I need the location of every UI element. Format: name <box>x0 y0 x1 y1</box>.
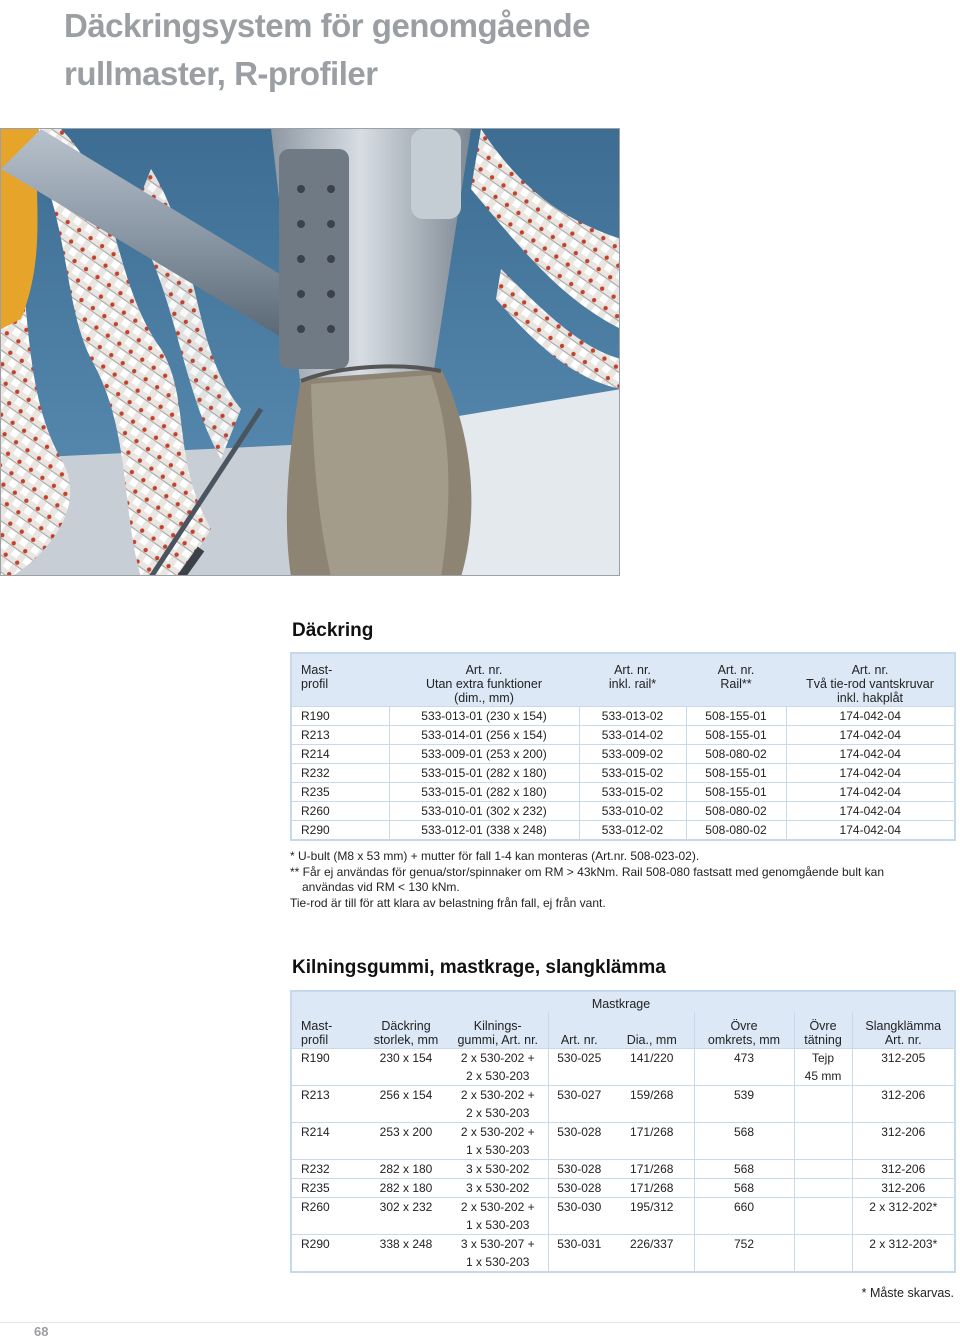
table-cell: 533-015-02 <box>579 782 686 801</box>
note-rm: användas vid RM < 130 kNm. <box>302 880 460 894</box>
table-row <box>292 820 954 839</box>
table-cell: 530-025 <box>548 1048 610 1067</box>
table-cell: 195/312 <box>610 1197 694 1216</box>
table-cell: 174-042-04 <box>786 725 954 744</box>
table-cell <box>852 1253 954 1271</box>
table-cell: 174-042-04 <box>786 820 954 839</box>
table-cell: 2 x 530-203 <box>466 1105 530 1120</box>
table-cell <box>852 1216 954 1235</box>
table-cell: 533-013-01 (230 x 154) <box>389 706 579 725</box>
table-cell: 533-015-01 (282 x 180) <box>389 782 579 801</box>
footnote-skarvas: * Måste skarvas. <box>861 1286 954 1300</box>
table-cell: 2 x 312-203* <box>852 1234 954 1253</box>
header-tie-rod: Art. nr. Två tie-rod vantskruvar inkl. hakplåt <box>786 654 954 706</box>
table-cell: 530-028 <box>548 1178 610 1197</box>
table-cell: 1 x 530-203 <box>466 1217 530 1232</box>
table-cell: R235 <box>292 1178 364 1197</box>
table-cell: R214 <box>292 1122 364 1141</box>
table-row <box>292 763 954 782</box>
table-cell: 533-010-02 <box>579 801 686 820</box>
table-cell: 312-206 <box>852 1178 954 1197</box>
header-utan-extra: Art. nr. Utan extra funktioner (dim., mm) <box>389 654 579 706</box>
table-cell: 159/268 <box>610 1085 694 1104</box>
table-cell: 530-027 <box>548 1085 610 1104</box>
table-cell: 171/268 <box>610 1122 694 1141</box>
table-cell: 3 x 530-202 <box>448 1159 548 1178</box>
table-row <box>292 1085 954 1104</box>
table-cell <box>548 1216 610 1235</box>
table-row-continuation <box>292 1253 954 1271</box>
table-row-continuation <box>292 1067 954 1086</box>
header-rail: Art. nr. Rail** <box>686 654 786 706</box>
table-cell <box>548 1104 610 1123</box>
table-row <box>292 1159 954 1178</box>
table-cell: 533-009-02 <box>579 744 686 763</box>
header-ovre-omkrets: Övre omkrets, mm <box>694 1012 794 1048</box>
table-row <box>292 706 954 725</box>
header-mastprofil: Mast- profil <box>292 654 389 706</box>
table-cell: R232 <box>292 763 389 782</box>
table-cell: R260 <box>292 1197 364 1216</box>
table-cell <box>364 1253 448 1271</box>
table-cell <box>292 1253 364 1271</box>
dackring-notes <box>290 849 884 911</box>
table-cell: 539 <box>694 1085 794 1104</box>
table-cell: 45 mm <box>794 1067 852 1086</box>
table-cell: 2 x 312-202* <box>852 1197 954 1216</box>
table-cell <box>794 1104 852 1123</box>
photo-mast-deck-ring <box>0 128 620 576</box>
header-mastkrage-dia: Dia., mm <box>610 1012 694 1048</box>
table-row <box>292 1178 954 1197</box>
table-cell <box>794 1216 852 1235</box>
page-divider <box>0 1322 960 1323</box>
table-cell: 2 x 530-202 + <box>448 1085 548 1104</box>
table-cell: 533-015-02 <box>579 763 686 782</box>
table-cell: 302 x 232 <box>364 1197 448 1216</box>
table-row <box>292 744 954 763</box>
table-cell <box>610 1253 694 1271</box>
table-cell <box>694 1104 794 1123</box>
table-cell: 508-155-01 <box>686 763 786 782</box>
table-cell: 2 x 530-202 + <box>448 1048 548 1067</box>
table-cell <box>794 1141 852 1160</box>
table-cell <box>852 1141 954 1160</box>
table-cell <box>852 1067 954 1086</box>
table-cell: 530-028 <box>548 1159 610 1178</box>
table-row <box>292 725 954 744</box>
table-cell: 533-014-02 <box>579 725 686 744</box>
header-ovre-tatning: Övre tätning <box>794 1012 852 1048</box>
table-cell: 533-009-01 (253 x 200) <box>389 744 579 763</box>
table-cell: 568 <box>694 1122 794 1141</box>
table-cell: 508-155-01 <box>686 782 786 801</box>
table-cell <box>548 1141 610 1160</box>
table-cell: R213 <box>292 725 389 744</box>
table-cell <box>548 1067 610 1086</box>
table-cell <box>694 1141 794 1160</box>
table-cell: 171/268 <box>610 1159 694 1178</box>
table-cell <box>292 1216 364 1235</box>
table-cell: 508-080-02 <box>686 820 786 839</box>
table-cell <box>794 1253 852 1271</box>
table-cell: R213 <box>292 1085 364 1104</box>
table-row-continuation <box>292 1216 954 1235</box>
table-cell: 3 x 530-202 <box>448 1178 548 1197</box>
table-cell <box>794 1159 852 1178</box>
table-row <box>292 1048 954 1067</box>
table-cell: 533-015-01 (282 x 180) <box>389 763 579 782</box>
table-cell: R260 <box>292 801 389 820</box>
table-cell <box>292 1067 364 1086</box>
table-cell <box>610 1216 694 1235</box>
table-cell <box>694 1067 794 1086</box>
table-cell: 508-080-02 <box>686 801 786 820</box>
table-row <box>292 1122 954 1141</box>
table-cell: 312-205 <box>852 1048 954 1067</box>
table-cell <box>292 1104 364 1123</box>
note-u-bult: * U-bult (M8 x 53 mm) + mutter för fall 1-4 kan monteras (Art.nr. 508-023-02). <box>290 849 700 863</box>
dackring-table <box>290 652 956 841</box>
table-cell <box>694 1253 794 1271</box>
table-cell <box>292 1141 364 1160</box>
table-cell <box>694 1216 794 1235</box>
section-title-kilningsgummi: Kilningsgummi, mastkrage, slangklämma <box>292 957 666 978</box>
table-cell: 282 x 180 <box>364 1159 448 1178</box>
table-cell: R190 <box>292 1048 364 1067</box>
table-row <box>292 1197 954 1216</box>
table-cell <box>794 1085 852 1104</box>
table-cell: Tejp <box>794 1048 852 1067</box>
table-cell: 752 <box>694 1234 794 1253</box>
table-cell <box>364 1141 448 1160</box>
table-cell: 530-030 <box>548 1197 610 1216</box>
table-cell: R290 <box>292 820 389 839</box>
table-cell: 660 <box>694 1197 794 1216</box>
table-cell: 226/337 <box>610 1234 694 1253</box>
table-cell: 530-028 <box>548 1122 610 1141</box>
table-cell <box>794 1122 852 1141</box>
header-mastprofil-2: Mast- profil <box>292 1012 364 1048</box>
table-cell: 2 x 530-203 <box>466 1068 530 1083</box>
table-row <box>292 782 954 801</box>
table-cell: 568 <box>694 1159 794 1178</box>
table-cell: 253 x 200 <box>364 1122 448 1141</box>
table-cell: 568 <box>694 1178 794 1197</box>
table-cell: 473 <box>694 1048 794 1067</box>
table-row-continuation <box>292 1104 954 1123</box>
header-slangklamma: Slangklämma Art. nr. <box>852 1012 954 1048</box>
table-cell: 508-155-01 <box>686 706 786 725</box>
table-row <box>292 1234 954 1253</box>
table-cell: 174-042-04 <box>786 763 954 782</box>
table-row-continuation <box>292 1141 954 1160</box>
table-cell: 508-155-01 <box>686 725 786 744</box>
page-number: 68 <box>34 1324 49 1339</box>
page-title-line2: rullmaster, R-profiler <box>64 55 378 92</box>
table-cell <box>794 1234 852 1253</box>
table-cell: R290 <box>292 1234 364 1253</box>
table-cell: 230 x 154 <box>364 1048 448 1067</box>
header-inkl-rail: Art. nr. inkl. rail* <box>579 654 686 706</box>
page-title <box>64 2 590 98</box>
table-cell <box>364 1067 448 1086</box>
table-cell: 533-014-01 (256 x 154) <box>389 725 579 744</box>
table-cell: 1 x 530-203 <box>466 1142 530 1157</box>
table-cell: 312-206 <box>852 1122 954 1141</box>
table-cell: 1 x 530-203 <box>466 1254 530 1269</box>
table-cell <box>364 1216 448 1235</box>
table-cell: 174-042-04 <box>786 744 954 763</box>
table-cell: 171/268 <box>610 1178 694 1197</box>
table-cell: 533-012-01 (338 x 248) <box>389 820 579 839</box>
table-cell: R190 <box>292 706 389 725</box>
table-cell: R235 <box>292 782 389 801</box>
table-cell: 174-042-04 <box>786 706 954 725</box>
table-cell <box>852 1104 954 1123</box>
table-cell <box>610 1104 694 1123</box>
table-cell: 312-206 <box>852 1085 954 1104</box>
header-mastkrage: Mastkrage <box>548 992 694 1012</box>
table-cell: R214 <box>292 744 389 763</box>
table-cell: 312-206 <box>852 1159 954 1178</box>
table-cell <box>794 1197 852 1216</box>
table-cell: 530-031 <box>548 1234 610 1253</box>
table-cell: 256 x 154 <box>364 1085 448 1104</box>
table-cell: 2 x 530-202 + <box>448 1122 548 1141</box>
table-cell: 174-042-04 <box>786 782 954 801</box>
table-cell: 533-012-02 <box>579 820 686 839</box>
header-dackring-storlek: Däckring storlek, mm <box>364 1012 448 1048</box>
table-row <box>292 801 954 820</box>
table-cell <box>610 1141 694 1160</box>
table-cell: 338 x 248 <box>364 1234 448 1253</box>
header-mastkrage-artnr: Art. nr. <box>548 1012 610 1048</box>
table-cell: 533-013-02 <box>579 706 686 725</box>
table-cell: R232 <box>292 1159 364 1178</box>
table-cell: 141/220 <box>610 1048 694 1067</box>
table-cell <box>364 1104 448 1123</box>
table-cell: 3 x 530-207 + <box>448 1234 548 1253</box>
note-tie-rod: Tie-rod är till för att klara av belastning från fall, ej från vant. <box>290 895 606 910</box>
table-cell <box>610 1067 694 1086</box>
table-cell <box>548 1253 610 1271</box>
header-kilningsgummi: Kilnings- gummi, Art. nr. <box>448 1012 548 1048</box>
table-cell: 2 x 530-202 + <box>448 1197 548 1216</box>
table-cell: 508-080-02 <box>686 744 786 763</box>
table-cell: 533-010-01 (302 x 232) <box>389 801 579 820</box>
table-cell: 282 x 180 <box>364 1178 448 1197</box>
table-cell <box>794 1178 852 1197</box>
page-title-line1: Däckringsystem för genomgående <box>64 7 590 44</box>
kilningsgummi-table <box>290 990 956 1273</box>
table-cell: 174-042-04 <box>786 801 954 820</box>
note-genua: ** Får ej användas för genua/stor/spinnaker om RM > 43kNm. Rail 508-080 fastsatt med genomgående bult kan <box>290 864 884 879</box>
section-title-dackring: Däckring <box>292 620 374 641</box>
